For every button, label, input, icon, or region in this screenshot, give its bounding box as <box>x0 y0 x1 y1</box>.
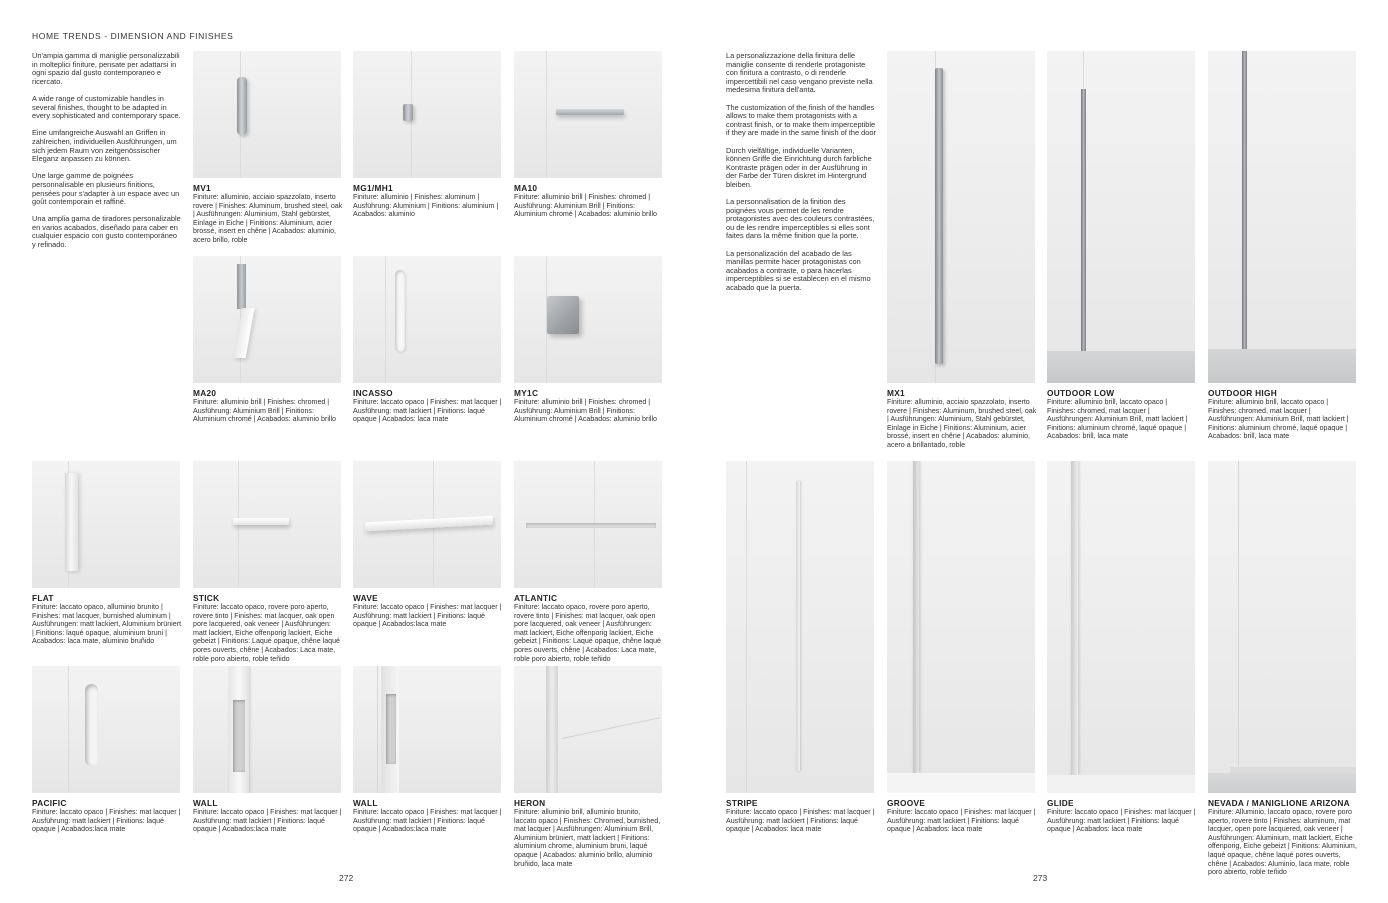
product-name: ATLANTIC <box>514 593 558 603</box>
intro-paragraph-es: Una amplia gama de tiradores personalizable en varios acabados, diseñado para caber en cualquier espacio con gusto contemporáneo y refinado. <box>32 214 181 250</box>
intro-text-right <box>726 52 876 301</box>
product-name: MG1/MH1 <box>353 183 393 193</box>
recessed-handle-icon <box>85 684 98 766</box>
product-photo <box>1208 461 1356 793</box>
product-photo <box>514 51 662 178</box>
product-photo <box>726 461 874 793</box>
product-name: GLIDE <box>1047 798 1074 808</box>
product-name: HERON <box>514 798 546 808</box>
handle-icon <box>233 518 289 525</box>
product-description: Finiture: laccato opaco | Finishes: mat lacquer | Ausführung: matt lackiert | Finitions: laqué opaque | Acabados:laca mate <box>353 603 502 629</box>
intro-paragraph-en: A wide range of customizable handles in several finishes, thought to be adapted in every sophisticated and contemporary space. <box>32 93 181 121</box>
product-name: MX1 <box>887 388 905 398</box>
product-photo <box>887 51 1035 383</box>
product-photo <box>353 666 501 793</box>
intro-paragraph-fr: La personnalisation de la finition des poignées vous permet de les rendre protagonistes avec des couleurs contrastées, ou de les rendre imperceptibles si elles sont faites dans la même finition que la porte. <box>726 197 875 241</box>
groove-handle-icon <box>526 523 656 528</box>
handle-icon <box>546 666 558 793</box>
product-description: Finiture: alluminio brill | Finishes: chromed | Ausführung: Aluminium Brill | Finitions: Aluminium chromé | Acabados: aluminio brillo <box>514 193 657 219</box>
product-photo <box>353 256 501 383</box>
product-description: Finiture: laccato opaco | Finishes: mat lacquer | Ausführung: matt lackiert | Finitions: laqué opaque | Acabados:laca mate <box>32 808 181 834</box>
product-description: Finiture: laccato opaco | Finishes: mat lacquer | Ausführung: matt lackiert | Finitions: laqué opaque | Acabados: laca mate <box>353 398 502 424</box>
product-description: Finiture: laccato opaco, rovere poro aperto, rovere tinto | Finishes: mat lacquer, oak open pore lacquered, oak veneer | Ausführungen: matt lackiert, Eiche offenporig lackiert, Eiche gebeizt | Finitions: Laqué opaque, chêne laqué pores ouverts, chêne | Acabados: Laca mate, roble poro abierto, roble teñido <box>193 603 340 663</box>
product-photo <box>32 461 180 588</box>
product-name: STICK <box>193 593 220 603</box>
product-name: WAVE <box>353 593 379 603</box>
product-name: MA20 <box>193 388 217 398</box>
intro-paragraph-de: Eine umfangreiche Auswahl an Griffen in zahlreichen, individuellen Ausführungen, um sich jedem Raum von zeitgenössischer Eleganz anpassen zu können. <box>32 128 177 164</box>
product-photo <box>193 461 341 588</box>
product-description: Finiture: laccato opaco | Finishes: mat lacquer | Ausführung: matt lackiert | Finitions: laqué opaque | Acabados:laca mate <box>193 808 342 834</box>
product-photo <box>193 51 341 178</box>
product-photo <box>193 666 341 793</box>
product-description: Finiture: laccato opaco, alluminio brunito | Finishes: mat lacquer, burnished aluminum | Ausführungen: matt lackiert, Aluminium brüniert | Finitions: laqué opaque, aluminium bruni | Acabados: laca mate, aluminio bruñido <box>32 603 182 646</box>
groove-handle-icon <box>1071 461 1078 775</box>
product-name: WALL <box>193 798 218 808</box>
handle-icon <box>796 481 800 771</box>
product-description: Finiture: alluminio brill, laccato opaco | Finishes: chromed, mat lacquer | Ausführungen: Aluminium Brill, matt lackiert | Finitions: aluminium chromé, laqué opaque | Acabados: brill, laca mate <box>1208 398 1349 441</box>
product-description: Finiture: alluminio, acciaio spazzolato, inserto rovere | Finishes: Aluminum, brushed steel, oak | Ausführungen: Aluminium, Stahl gebürstet, Einlage in Eiche | Finitions: Aluminium, acier brossé, insert en chêne | Acabados: aluminio, acero brillo, roble <box>193 193 343 244</box>
intro-text-left <box>32 52 182 258</box>
product-description: Finiture: laccato opaco | Finishes: mat lacquer | Ausführung: matt lackiert | Finitions: laqué opaque | Acabados: laca mate <box>726 808 875 834</box>
product-name: FLAT <box>32 593 54 603</box>
product-description: Finiture: laccato opaco | Finishes: mat lacquer | Ausführung: matt lackiert | Finitions: laqué opaque | Acabados: laca mate <box>887 808 1036 834</box>
product-photo <box>514 461 662 588</box>
handle-icon <box>1242 51 1247 363</box>
intro-paragraph-fr: Une large gamme de poignées personnalisable en plusieurs finitions, pensées pour s'adapter à un espace avec un goût contemporain et raffiné. <box>32 171 180 207</box>
product-name: MV1 <box>193 183 211 193</box>
product-name: STRIPE <box>726 798 758 808</box>
handle-icon <box>556 109 624 115</box>
product-description: Finiture: alluminio | Finishes: aluminum | Ausführung: Aluminium | Finitions: aluminium | Acabados: aluminio <box>353 193 499 219</box>
handle-icon <box>65 473 78 571</box>
product-name: NEVADA / MANIGLIONE ARIZONA <box>1208 798 1350 808</box>
page-header: HOME TRENDS - DIMENSION AND FINISHES <box>32 31 234 41</box>
product-name: OUTDOOR HIGH <box>1208 388 1278 398</box>
product-name: WALL <box>353 798 378 808</box>
groove-handle-icon <box>913 461 919 773</box>
product-description: Finiture: alluminio brill | Finishes: chromed | Ausführung: Aluminium Brill | Finitions: Aluminium chromé | Acabados: aluminio brillo <box>193 398 336 424</box>
handle-icon <box>1081 89 1086 354</box>
product-description: Finiture: laccato opaco | Finishes: mat lacquer | Ausführung: matt lackiert | Finitions: laqué opaque | Acabados: laca mate <box>1047 808 1196 834</box>
product-photo <box>887 461 1035 793</box>
knob-icon <box>547 296 579 334</box>
handle-icon <box>365 516 493 532</box>
product-photo <box>353 461 501 588</box>
product-description: Finiture: alluminio brill, laccato opaco | Finishes: chromed, mat lacquer | Ausführungen: Aluminium Brill, matt lackiert | Finitions: aluminium chromé, laqué opaque | Acabados: brill, laca mate <box>1047 398 1188 441</box>
product-description: Finiture: alluminio, acciaio spazzolato, inserto rovere | Finishes: Aluminum, brushed steel, oak | Ausführungen: Aluminium, Stahl gebürstet, Einlage in Eiche | Finitions: Aluminium, acier brossé, insert en chêne | Acabados: aluminio, acero a brillantado, roble <box>887 398 1037 449</box>
recessed-handle-icon <box>386 694 396 764</box>
product-photo <box>1047 51 1195 383</box>
product-photo <box>1208 51 1356 383</box>
page-number-right: 273 <box>1033 873 1048 883</box>
handle-icon <box>237 77 247 135</box>
product-photo <box>1047 461 1195 793</box>
product-description: Finiture: Alluminio, laccato opaco, rovere poro aperto, rovere tinto | Finishes: aluminum, mat lacquer, open pore lacquered, oak veneer | Ausführungen: Aluminium, matt lackiert, Eiche offenporig, Eiche gebeizt | Finitions: Aluminium, laqué opaque, chêne laqué pores ouverts, chêne | Acabados: Aluminio, laca mate, roble poro abierto, roble teñido <box>1208 808 1357 877</box>
product-photo <box>514 666 662 793</box>
handle-icon <box>237 264 246 309</box>
handle-icon <box>935 68 943 364</box>
intro-paragraph-de: Durch vielfältige, individuelle Varianten, können Griffe die Einrichtung durch farbliche Kontraste prägen oder in der Ausführung in der Farbe der Türen diskret im Hintergrund bleiben. <box>726 145 872 189</box>
product-name: INCASSO <box>353 388 393 398</box>
product-name: GROOVE <box>887 798 926 808</box>
product-name: MY1C <box>514 388 539 398</box>
product-photo <box>353 51 501 178</box>
intro-paragraph-it: La personalizzazione della finitura delle maniglie consente di renderle protagoniste con finitura a contrasto, o di renderle impercettibili nel caso vengano previste nella medesima finitura dell'anta. <box>726 51 873 95</box>
product-photo <box>514 256 662 383</box>
intro-paragraph-es: La personalización del acabado de las manillas permite hacer protagonistas con acabados a contraste, o para hacerlas imperceptibles si se establecen en el mismo acabado que la puerta. <box>726 248 871 293</box>
product-name: PACIFIC <box>32 798 67 808</box>
knob-icon <box>403 104 413 121</box>
recessed-handle-icon <box>395 270 405 352</box>
product-description: Finiture: laccato opaco | Finishes: mat lacquer | Ausführung: matt lackiert | Finitions: laqué opaque | Acabados:laca mate <box>353 808 502 834</box>
product-description: Finiture: laccato opaco, rovere poro aperto, rovere tinto | Finishes: mat lacquer, oak open pore lacquered, oak veneer | Ausführungen: matt lackiert, Eiche offenporig lackiert, Eiche gebeizt | Finitions: Laqué opaque, chêne laqué pores ouverts, chêne | Acabados: Laca mate, roble poro abierto, roble teñido <box>514 603 661 663</box>
intro-paragraph-it: Un'ampia gamma di maniglie personalizzabili in molteplici finiture, pensate per adattarsi in ogni spazio dal gusto contemporaneo e ricercato. <box>32 51 180 86</box>
page-number-left: 272 <box>339 873 354 883</box>
product-name: OUTDOOR LOW <box>1047 388 1115 398</box>
product-name: MA10 <box>514 183 538 193</box>
product-photo <box>193 256 341 383</box>
product-description: Finiture: alluminio brill, alluminio brunito, laccato opaco | Finishes: Chromed, burnished, mat lacquer | Ausführungen: Aluminium Brill, Aluminium brüniert, matt lackiert | Finitions: aluminium chrome, aluminium bruni, laqué opaque | Acabados: aluminio brillo, aluminio bruñido, laca mate <box>514 808 661 868</box>
product-photo <box>32 666 180 793</box>
intro-paragraph-en: The customization of the finish of the handles allows to make them protagonists with a contrast finish, or to make them imperceptible if they are made in the same finish of the door <box>726 102 876 138</box>
product-description: Finiture: alluminio brill | Finishes: chromed | Ausführung: Aluminium Brill | Finitions: Aluminium chromé | Acabados: aluminio brillo <box>514 398 657 424</box>
